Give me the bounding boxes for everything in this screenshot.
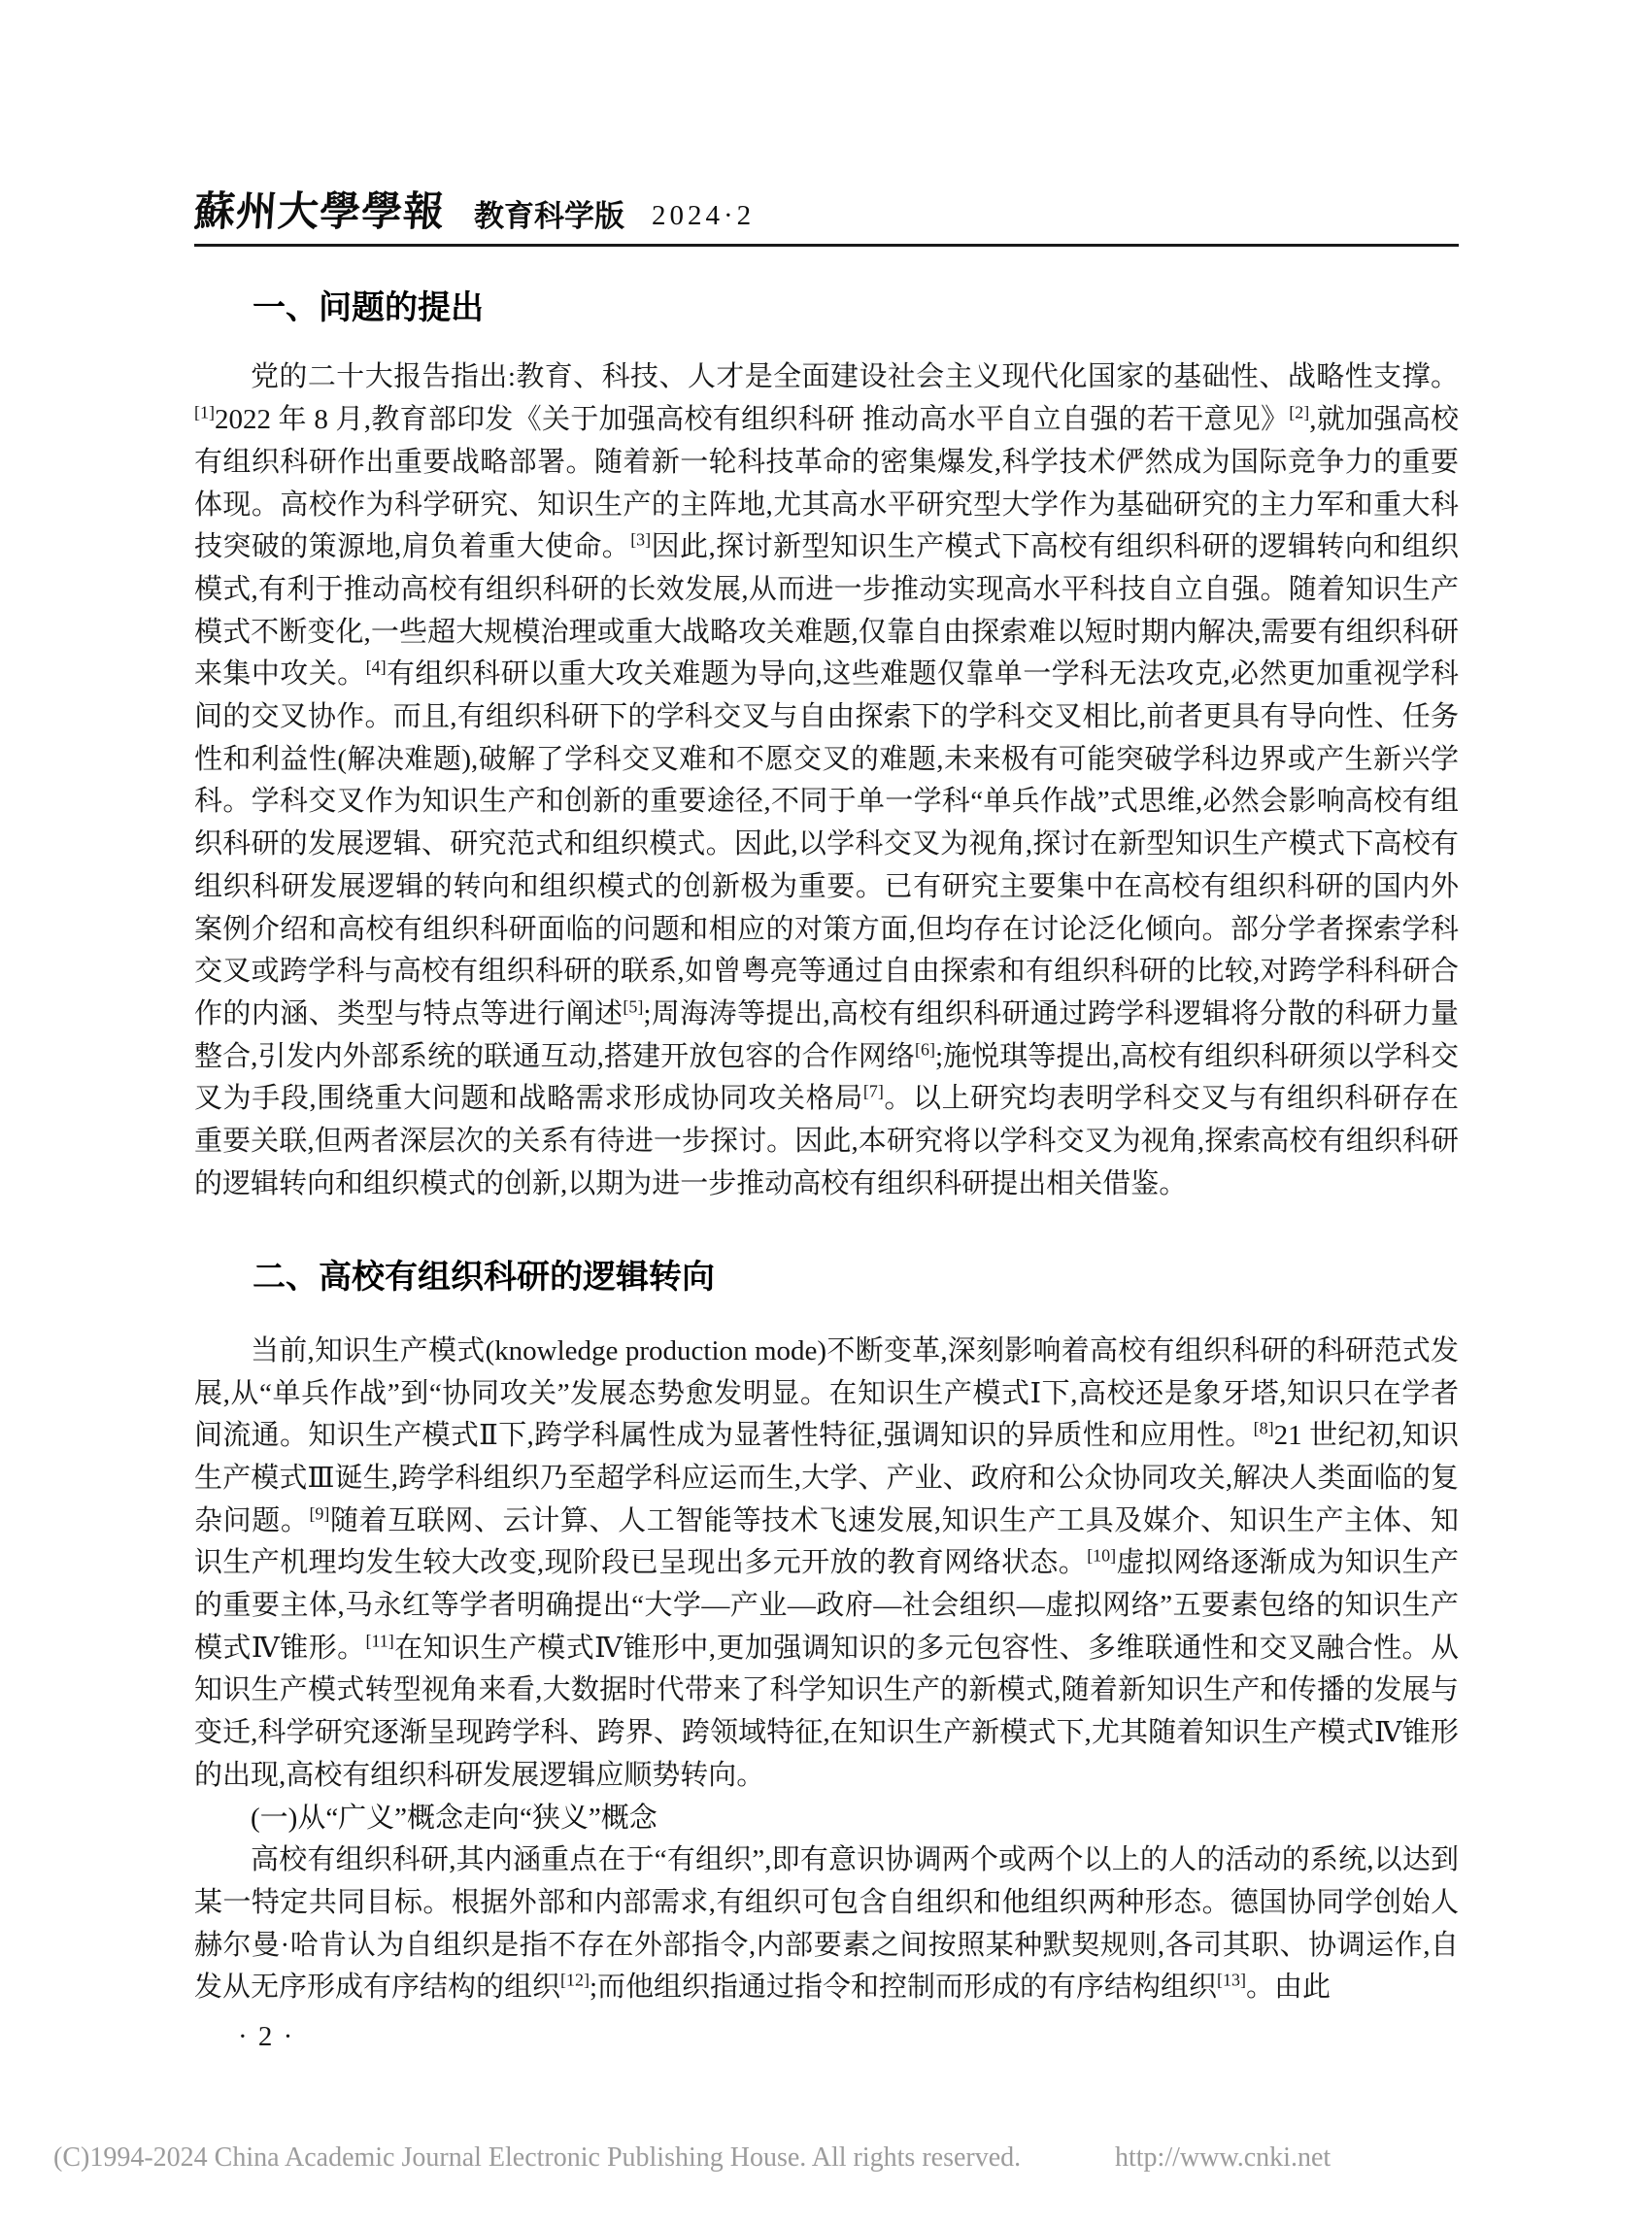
page-header xyxy=(194,179,1459,233)
section-2-paragraph: 当前,知识生产模式(knowledge production mode)不断变革,深刻影响着高校有组织科研的科研范式发展,从“单兵作战”到“协同攻关”发展态势愈发明显。在知识生产模式Ⅰ下,高校还是象牙塔,知识只在学者间流通。知识生产模式Ⅱ下,跨学科属性成为显著性特征,强调知识的异质性和应用性。[8]21 世纪初,知识生产模式Ⅲ诞生,跨学科组织乃至超学科应运而生,大学、产业、政府和公众协同攻关,解决人类面临的复杂问题。[9]随着互联网、云计算、人工智能等技术飞速发展,知识生产工具及媒介、知识生产主体、知识生产机理均发生较大改变,现阶段已呈现出多元开放的教育网络状态。[10]虚拟网络逐渐成为知识生产的重要主体,马永红等学者明确提出“大学—产业—政府—社会组织—虚拟网络”五要素包络的知识生产模式Ⅳ锥形。[11]在知识生产模式Ⅳ锥形中,更加强调知识的多元包容性、多维联通性和交叉融合性。从知识生产模式转型视角来看,大数据时代带来了科学知识生产的新模式,随着新知识生产和传播的发展与变迁,科学研究逐渐呈现跨学科、跨界、跨领域特征,在知识生产新模式下,尤其随着知识生产模式Ⅳ锥形的出现,高校有组织科研发展逻辑应顺势转向。 xyxy=(194,1334,1459,1791)
section-2-heading: 二、高校有组织科研的逻辑转向 xyxy=(253,1259,715,1297)
citation-superscript: [8] xyxy=(1253,1418,1274,1438)
footer-url: http://www.cnki.net xyxy=(1115,2142,1332,2173)
journal-edition: 教育科学版 xyxy=(474,199,625,233)
citation-superscript: [10] xyxy=(1087,1545,1117,1566)
section-1-paragraph: 党的二十大报告指出:教育、科技、人才是全面建设社会主义现代化国家的基础性、战略性支撑。[1]2022 年 8 月,教育部印发《关于加强高校有组织科研 推动高水平自立自强的若干意见》[2],就加强高校有组织科研作出重要战略部署。随着新一轮科技革命的密集爆发,科学技术俨然成为国际竞争力的重要体现。高校作为科学研究、知识生产的主阵地,尤其高水平研究型大学作为基础研究的主力军和重大科技突破的策源地,肩负着重大使命。[3]因此,探讨新型知识生产模式下高校有组织科研的逻辑转向和组织模式,有利于推动高校有组织科研的长效发展,从而进一步推动实现高水平科技自立自强。随着知识生产模式不断变化,一些超大规模治理或重大战略攻关难题,仅靠自由探索难以短时期内解决,需要有组织科研来集中攻关。[4]有组织科研以重大攻关难题为导向,这些难题仅靠单一学科无法攻克,必然更加重视学科间的交叉协作。而且,有组织科研下的学科交叉与自由探索下的学科交叉相比,前者更具有导向性、任务性和利益性(解决难题),破解了学科交叉难和不愿交叉的难题,未来极有可能突破学科边界或产生新兴学科。学科交叉作为知识生产和创新的重要途径,不同于单一学科“单兵作战”式思维,必然会影响高校有组织科研的发展逻辑、研究范式和组织模式。因此,以学科交叉为视角,探讨在新型知识生产模式下高校有组织科研发展逻辑的转向和组织模式的创新极为重要。已有研究主要集中在高校有组织科研的国内外案例介绍和高校有组织科研面临的问题和相应的对策方面,但均存在讨论泛化倾向。部分学者探索学科交叉或跨学科与高校有组织科研的联系,如曾粤亮等通过自由探索和有组织科研的比较,对跨学科科研合作的内涵、类型与特点等进行阐述[5];周海涛等提出,高校有组织科研通过跨学科逻辑将分散的科研力量整合,引发内外部系统的联通互动,搭建开放包容的合作网络[6];施悦琪等提出,高校有组织科研须以学科交叉为手段,围绕重大问题和战略需求形成协同攻关格局[7]。以上研究均表明学科交叉与有组织科研存在重要关联,但两者深层次的关系有待进一步探讨。因此,本研究将以学科交叉为视角,探索高校有组织科研的逻辑转向和组织模式的创新,以期为进一步推动高校有组织科研提出相关借鉴。 xyxy=(194,361,1459,1199)
journal-logo: 蘇州大學學報 xyxy=(192,190,447,235)
subsection-1-paragraph: 高校有组织科研,其内涵重点在于“有组织”,即有意识协调两个或两个以上的人的活动的系统,以达到某一特定共同目标。根据外部和内部需求,有组织可包含自组织和他组织两种形态。德国协同学创始人赫尔曼·哈肯认为自组织是指不存在外部指令,内部要素之间按照某种默契规则,各司其职、协调运作,自发从无序形成有序结构的组织[12];而他组织指通过指令和控制而形成的有序结构组织[13]。由此 xyxy=(194,1844,1459,2004)
copyright-footer xyxy=(53,2142,1607,2181)
citation-superscript: [4] xyxy=(365,657,387,677)
citation-superscript: [2] xyxy=(1289,402,1310,422)
citation-superscript: [5] xyxy=(623,996,644,1017)
citation-superscript: [6] xyxy=(914,1038,935,1059)
citation-superscript: [3] xyxy=(630,529,652,550)
journal-issue: 2024·2 xyxy=(652,200,756,231)
page-number: · 2 · xyxy=(238,2021,295,2053)
page-content xyxy=(194,0,1459,2053)
citation-superscript: [11] xyxy=(365,1631,394,1651)
citation-superscript: [1] xyxy=(194,402,215,422)
copyright-text: (C)1994-2024 China Academic Journal Electronic Publishing House. All rights reserved. xyxy=(53,2142,1022,2173)
citation-superscript: [7] xyxy=(862,1081,884,1101)
subsection-1-heading: (一)从“广义”概念走向“狭义”概念 xyxy=(251,1802,657,1834)
citation-superscript: [12] xyxy=(560,1970,590,1990)
section-1-heading: 一、问题的提出 xyxy=(253,289,484,326)
citation-superscript: [9] xyxy=(309,1503,330,1523)
header-rule xyxy=(194,244,1459,247)
citation-superscript: [13] xyxy=(1217,1970,1246,1990)
